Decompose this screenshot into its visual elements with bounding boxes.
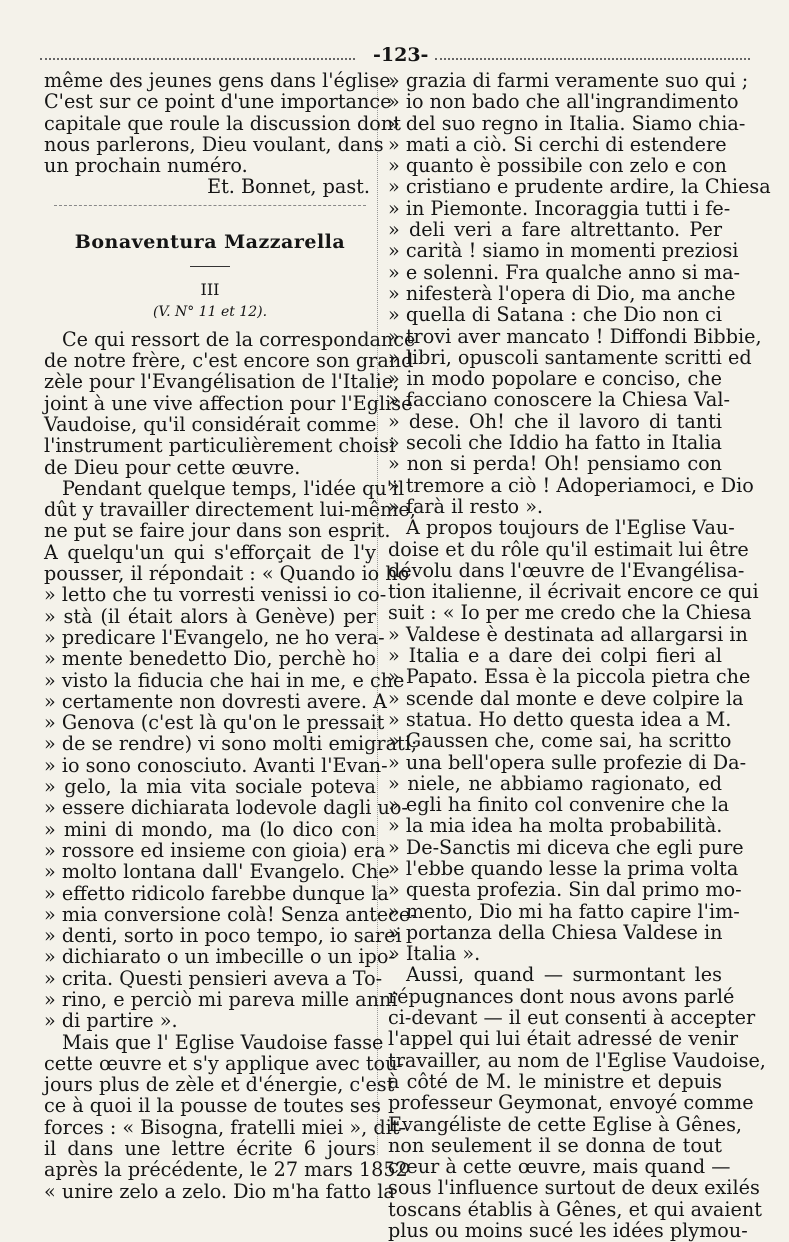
text-line: A propos toujours de l'Eglise Vau- [406,516,735,540]
text-line: » denti, sorto in poco tempo, io sarei [44,924,402,948]
text-line: » secoli che Iddio ha fatto in Italia [388,431,722,455]
text-line: » Genova (c'est là qu'on le pressait [44,711,385,735]
text-line: zèle pour l'Evangélisation de l'Italie, [44,370,400,394]
text-line: » letto che tu vorresti venissi io co- [44,583,387,607]
text-line: » e solenni. Fra qualche anno si ma- [388,260,741,284]
text-line: toscans établis à Gênes, et qui avaient [388,1197,762,1221]
text-line: » questa profezia. Sin dal primo mo- [388,878,742,902]
text-line: » deli veri a fare altrettanto. Per [388,218,722,242]
text-line: A quelqu'un qui s'efforçait de l'y [44,540,376,564]
text-line: » mia conversione colà! Senza antece- [44,902,417,926]
title-rule [190,266,230,271]
text-line: » quanto è possibile con zelo e con [388,154,727,178]
text-line: de Dieu pour cette œuvre. [44,455,301,479]
text-line: C'est sur ce point d'une importance [44,90,392,114]
text-line: » scende dal monte e deve colpire la [388,686,744,710]
text-line: Vaudoise, qu'il considérait comme [44,412,377,436]
text-line: il dans une lettre écrite 6 jours [44,1137,376,1161]
text-line: » del suo regno in Italia. Siamo chia- [388,111,746,135]
text-line: » in modo popolare e conciso, che [388,367,722,391]
text-line: » mente benedetto Dio, perchè ho [44,647,376,671]
text-line: » effetto ridicolo farebbe dunque la [44,881,389,905]
text-line: sous l'influence surtout de deux exilés [388,1176,760,1200]
text-line: » di partire ». [44,1009,178,1033]
text-line: » Valdese è destinata ad allargarsi in [388,622,748,646]
text-line: répugnances dont nous avons parlé [388,984,735,1008]
text-line: dût y travailler directement lui-même, [44,498,416,522]
text-line: » portanza della Chiesa Valdese in [388,920,723,944]
text-line: dévolu dans l'œuvre de l'Evangélisa- [388,558,745,582]
text-line: » molto lontana dall' Evangelo. Che [44,860,390,884]
text-line: de notre frère, c'est encore son grand [44,349,414,373]
text-line: travailler, au nom de l'Eglise Vaudoise, [388,1048,766,1072]
text-line: » in Piemonte. Incoraggia tutti i fe- [388,196,731,220]
text-line: » mini di mondo, ma (lo dico con [44,817,376,841]
text-line: » crita. Questi pensieri aveva a To- [44,966,383,990]
text-line: nous parlerons, Dieu voulant, dans [44,132,384,156]
text-line: après la précédente, le 27 mars 1852 [44,1158,408,1182]
text-line: » rino, e perciò mi pareva mille anni [44,987,398,1011]
text-line: » rossore ed insieme con gioia) era [44,838,386,862]
text-line: à côté de M. le ministre et depuis [388,1069,722,1093]
text-line: » De-Sanctis mi diceva che egli pure [388,835,744,859]
text-line: ce à quoi il la pousse de toutes ses [44,1094,381,1118]
text-line: l'appel qui lui était adressé de venir [388,1027,739,1051]
text-line: forces : « Bisogna, fratelli miei », dit- [44,1115,406,1139]
text-line: tion italienne, il écrivait encore ce qui [388,580,759,604]
page-number: -123- [373,44,429,66]
text-line: » predicare l'Evangelo, ne ho vera- [44,625,385,649]
text-line: ne put se faire jour dans son esprit. [44,519,391,543]
text-line: » trovi aver mancato ! Diffondi Bibbie, [388,324,762,348]
text-line: suit : « Io per me credo che la Chiesa [388,601,752,625]
text-line: » stà (il était alors à Genève) per [44,604,376,628]
text-line: » nifesterà l'opera di Dio, ma anche [388,281,736,305]
text-line: Ce qui ressort de la correspondance [62,327,416,351]
text-line: même des jeunes gens dans l'église. [44,69,397,92]
text-line: » facciano conoscere la Chiesa Val- [388,388,730,412]
text-line: Evangéliste de cette Eglise à Gênes, [388,1112,743,1136]
text-line: « unire zelo a zelo. Dio m'ha fatto la [44,1179,395,1203]
text-line: » niele, ne abbiamo ragionato, ed [388,771,722,795]
text-line: plus ou moins sucé les idées plymou- [388,1219,748,1242]
text-line: » cristiano e prudente ardire, la Chiesa [388,175,771,199]
section-separator [44,198,376,214]
text-line: » la mia idea ha molta probabilità. [388,814,723,838]
text-line: » io non bado che all'ingrandimento [388,90,739,114]
text-line: » essere dichiarata lodevole dagli uo- [44,796,408,820]
text-line: » l'ebbe quando lesse la prima volta [388,856,739,880]
page-header [40,44,750,68]
left-column [44,69,418,1203]
text-line: » non si perda! Oh! pensiamo con [388,452,722,476]
text-line: Aussi, quand — surmontant les [406,963,722,987]
text-line: jours plus de zèle et d'énergie, c'est [44,1073,395,1097]
text-line: cœur à cette œuvre, mais quand — [388,1155,731,1179]
text-line: » una bell'opera sulle profezie di Da- [388,750,747,774]
text-line: pousser, il répondait : « Quando io ho [44,562,410,586]
text-line: » carità ! siamo in momenti preziosi [388,239,739,263]
text-line: professeur Geymonat, envoyé comme [388,1091,754,1115]
intro-paragraph [44,69,401,178]
text-line: » certamente non dovresti avere. A [44,689,387,713]
text-line: » libri, opuscoli santamente scritti ed [388,345,752,369]
right-column [388,69,771,1242]
text-line: » statua. Ho detto questa idea a M. [388,707,732,731]
text-line: ci-devant — il eut consenti à accepter [388,1006,756,1030]
text-line: non seulement il se donna de tout [388,1133,722,1157]
text-line: Mais que l' Eglise Vaudoise fasse [62,1030,384,1054]
text-line: Pendant quelque temps, l'idée qu'il [62,476,405,500]
text-line: » Gaussen che, come sai, ha scritto [388,729,732,753]
text-line: cette œuvre et s'y applique avec tou- [44,1051,404,1075]
left-body-text [44,327,418,1203]
text-line: » grazia di farmi veramente suo qui ; [388,69,749,92]
issue-reference: (V. N° 11 et 12). [152,303,268,320]
text-line: » visto la fiducia che hai in me, e che [44,668,405,692]
text-line: » Papato. Essa è la piccola pietra che [388,665,751,689]
text-line: » tremore a ciò ! Adoperiamoci, e Dio [388,473,754,497]
text-line: » dichiarato o un imbecille o un ipo- [44,945,395,969]
text-line: » io sono conosciuto. Avanti l'Evan- [44,753,388,777]
text-line: » egli ha finito col convenire che la [388,793,730,817]
section-number: III [200,279,220,299]
text-line: » gelo, la mia vita sociale poteva [44,775,376,799]
text-line: » mento, Dio mi ha fatto capire l'im- [388,899,740,923]
text-line: l'instrument particulièrement choisi [44,434,396,458]
article-title: Bonaventura Mazzarella [74,230,346,253]
text-line: » mati a ciò. Si cerchi di estendere [388,132,727,156]
text-line: » dese. Oh! che il lavoro di tanti [388,409,722,433]
text-line: » quella di Satana : che Dio non ci [388,303,722,327]
text-line: un prochain numéro. [44,154,248,178]
text-line: capitale que roule la discussion dont [44,111,401,135]
text-line: » Italia ». [388,942,481,966]
text-line: » Italia e a dare dei colpi fieri al [388,644,722,668]
signature: Et. Bonnet, past. [207,175,370,199]
text-line: » de se rendre) vi sono molti emigrati; [44,732,418,756]
right-body-text [388,69,771,1242]
text-line: doise et du rôle qu'il estimait lui être [388,537,749,561]
header-dotted-rule-left [40,58,355,60]
text-line: » farà il resto ». [388,494,544,518]
header-dotted-rule-right [435,58,750,60]
text-line: joint à une vive affection pour l'Eglise [44,391,413,415]
